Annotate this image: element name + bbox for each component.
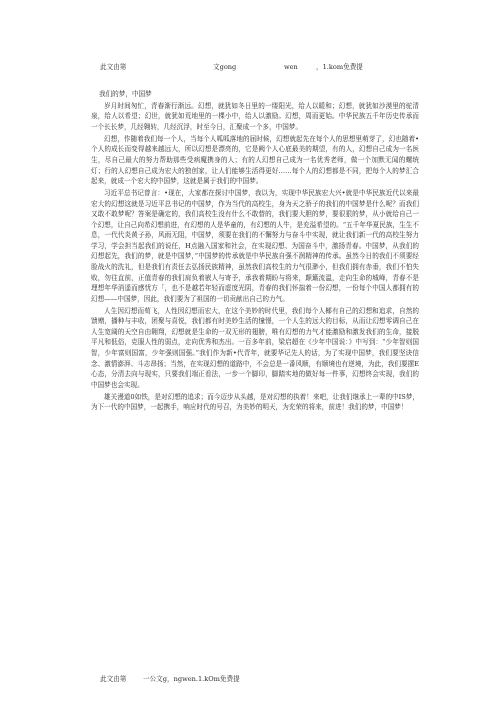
header-text-2: 文gong <box>213 63 237 71</box>
header-text-1: 此文由第 <box>100 63 127 71</box>
page-header <box>100 61 420 73</box>
header-text-4: ，1.kom免费提 <box>316 63 363 71</box>
footer-text-2: 一公文g，ngwen.1.kOm免费提 <box>143 675 240 683</box>
paragraph-5: 雄关漫道0如铁，是对幻想的追求；而今迈步从头越，是对幻想的执着！来吧，让我们继承上一辈的中IS梦，为下一代的中国梦，一起携手，响应时代的号召，为美妙的明天，为充荣的将来，前进！我们的梦，中国梦！ <box>91 392 419 412</box>
document-body <box>91 89 419 414</box>
footer-text-1: 此文由第 <box>100 675 127 683</box>
page-footer <box>100 673 420 685</box>
paragraph-1: 岁月时间匆忙，青春渐行渐远。幻想，就犹如冬日里的一缕阳光，给人以暖和；幻想，就犹如沙漠里的驼清泉，给人以希望；幻世，就犹如荒地里的一棵小中，给人以激励。幻想，周而更始。中华民族五千年历史传承而一个长长梦，几经翱转，几经沉浮，时至今日，汇聚成一个多，中国梦。 <box>91 101 419 131</box>
paragraph-2: 幻想，作随着我们每一个人，当每个人呱呱落地的届时候，幻想就起先在每个人的思想里萌芽了，幻也随着•个人的成长而变得越来越远大，所以幻想是漂亮的，它是阙个人心底最美的期望，有的人，幻想自己成为一名医生，尽自己最大的努力帮助那些受病魔携身的人；有的人幻想自己成为一名优秀老师，做一个加默无闻的螺统灯；行的人幻想自己成为宏大的独创家，让人们能够生活得更好……每个人的幻想都是不同，把每个人的梦汇合起来，就成一个宏大的中国梦，这就是属于我们的中国梦。 <box>91 134 419 186</box>
document-title: 我们的梦，中国梦 <box>99 90 152 98</box>
paragraph-3: 习近平总书记曾言：•现在，大家都在探讨中国梦，我以为，实现中华民族宏大兴•就是中华民族近代以来最宏大的幻想这就是习近平总书记的中国梦，作为当代的高校生，身为天之骄子的我们的中国梦是什么呢？而我们又敢不敢梦呢？答案是确定的，我们高校生没有什么不敢替的，我们要大胆的梦，要很狠的梦，从小就给自己一个幻想，让自己向希幻想前进，有幻想的人是华童的，有幻想的人牛，是充溢希望的。“五千年华夏民族，生生不息，一代代炎黄子孙，风雨无阻，中国梦，须要在我们的不懈努力与奋斗中实现，就让我们新一代的高校生努力学习，学会担当起我们的说任，H点融入国家和社会，在实现幻想、为国奋斗中，激扬青春。中国梦，从我们的幻想起先，我们的梦，就是中国梦，”中国梦的传承就是中华民族自强不润精神的传承。虽然今日的我们不须要经脸战火的洗礼，但是我们有责任去弘扬民族精神，虽然我们高校生的力气很渺小，但我们拥有赤垂，我们不怕失败，勿往直前，正值青春的我们肩负着嵌人与寄予，承我着期盼与将来，颠簸流温，走向生命的城峰，青春不是理想年华消遥而感忧方「，也不是越若年轻而虚度光阴，青春的我们怀揣着一份幻想，一份每个中国人都拥有的幻想——中国梦，因此，我们要为了祖国的一切贡献出自己的力气。 <box>91 188 419 303</box>
header-text-3: wen <box>284 63 298 71</box>
paragraph-4: 人生因幻想而荀飞，人性因幻想而宏大，在这个美妙的时代里，我们每个人椰有自己的幻想和追求，自然的馈赠，播种与丰收，团聚与喜悦，我们都有时美妙生活的憧憬，一个人生的远大的目标，从而让幻想零调自己在人生宽阔的天空自由翱翔，幻想就是生命的一双无形的翅膀，唯有幻想的力气才能激励和激发我们的生命，接脱平凡和低俗，克服人性的弱点，走向优秀和杰出。一百多年前，梁启超在《少年中国说：》中写到：“少年智则国智，少年富则国富，少年强则国强。”我们作为新•代青年，就要华记先人的话，为了实现中国梦，我们要坚诀信念、激情澎湃、斗志昂扬；当然，在实现幻想的道路中，不会总是一番风顺，有顺境也有逆境，为此，我们要摆E心态，分清去向与现实，只要我们端正看法，一步一个脚印，脚踏实地的做好每一件事，幻想终会实现，我们的中国梦也会实现。 <box>91 306 419 389</box>
